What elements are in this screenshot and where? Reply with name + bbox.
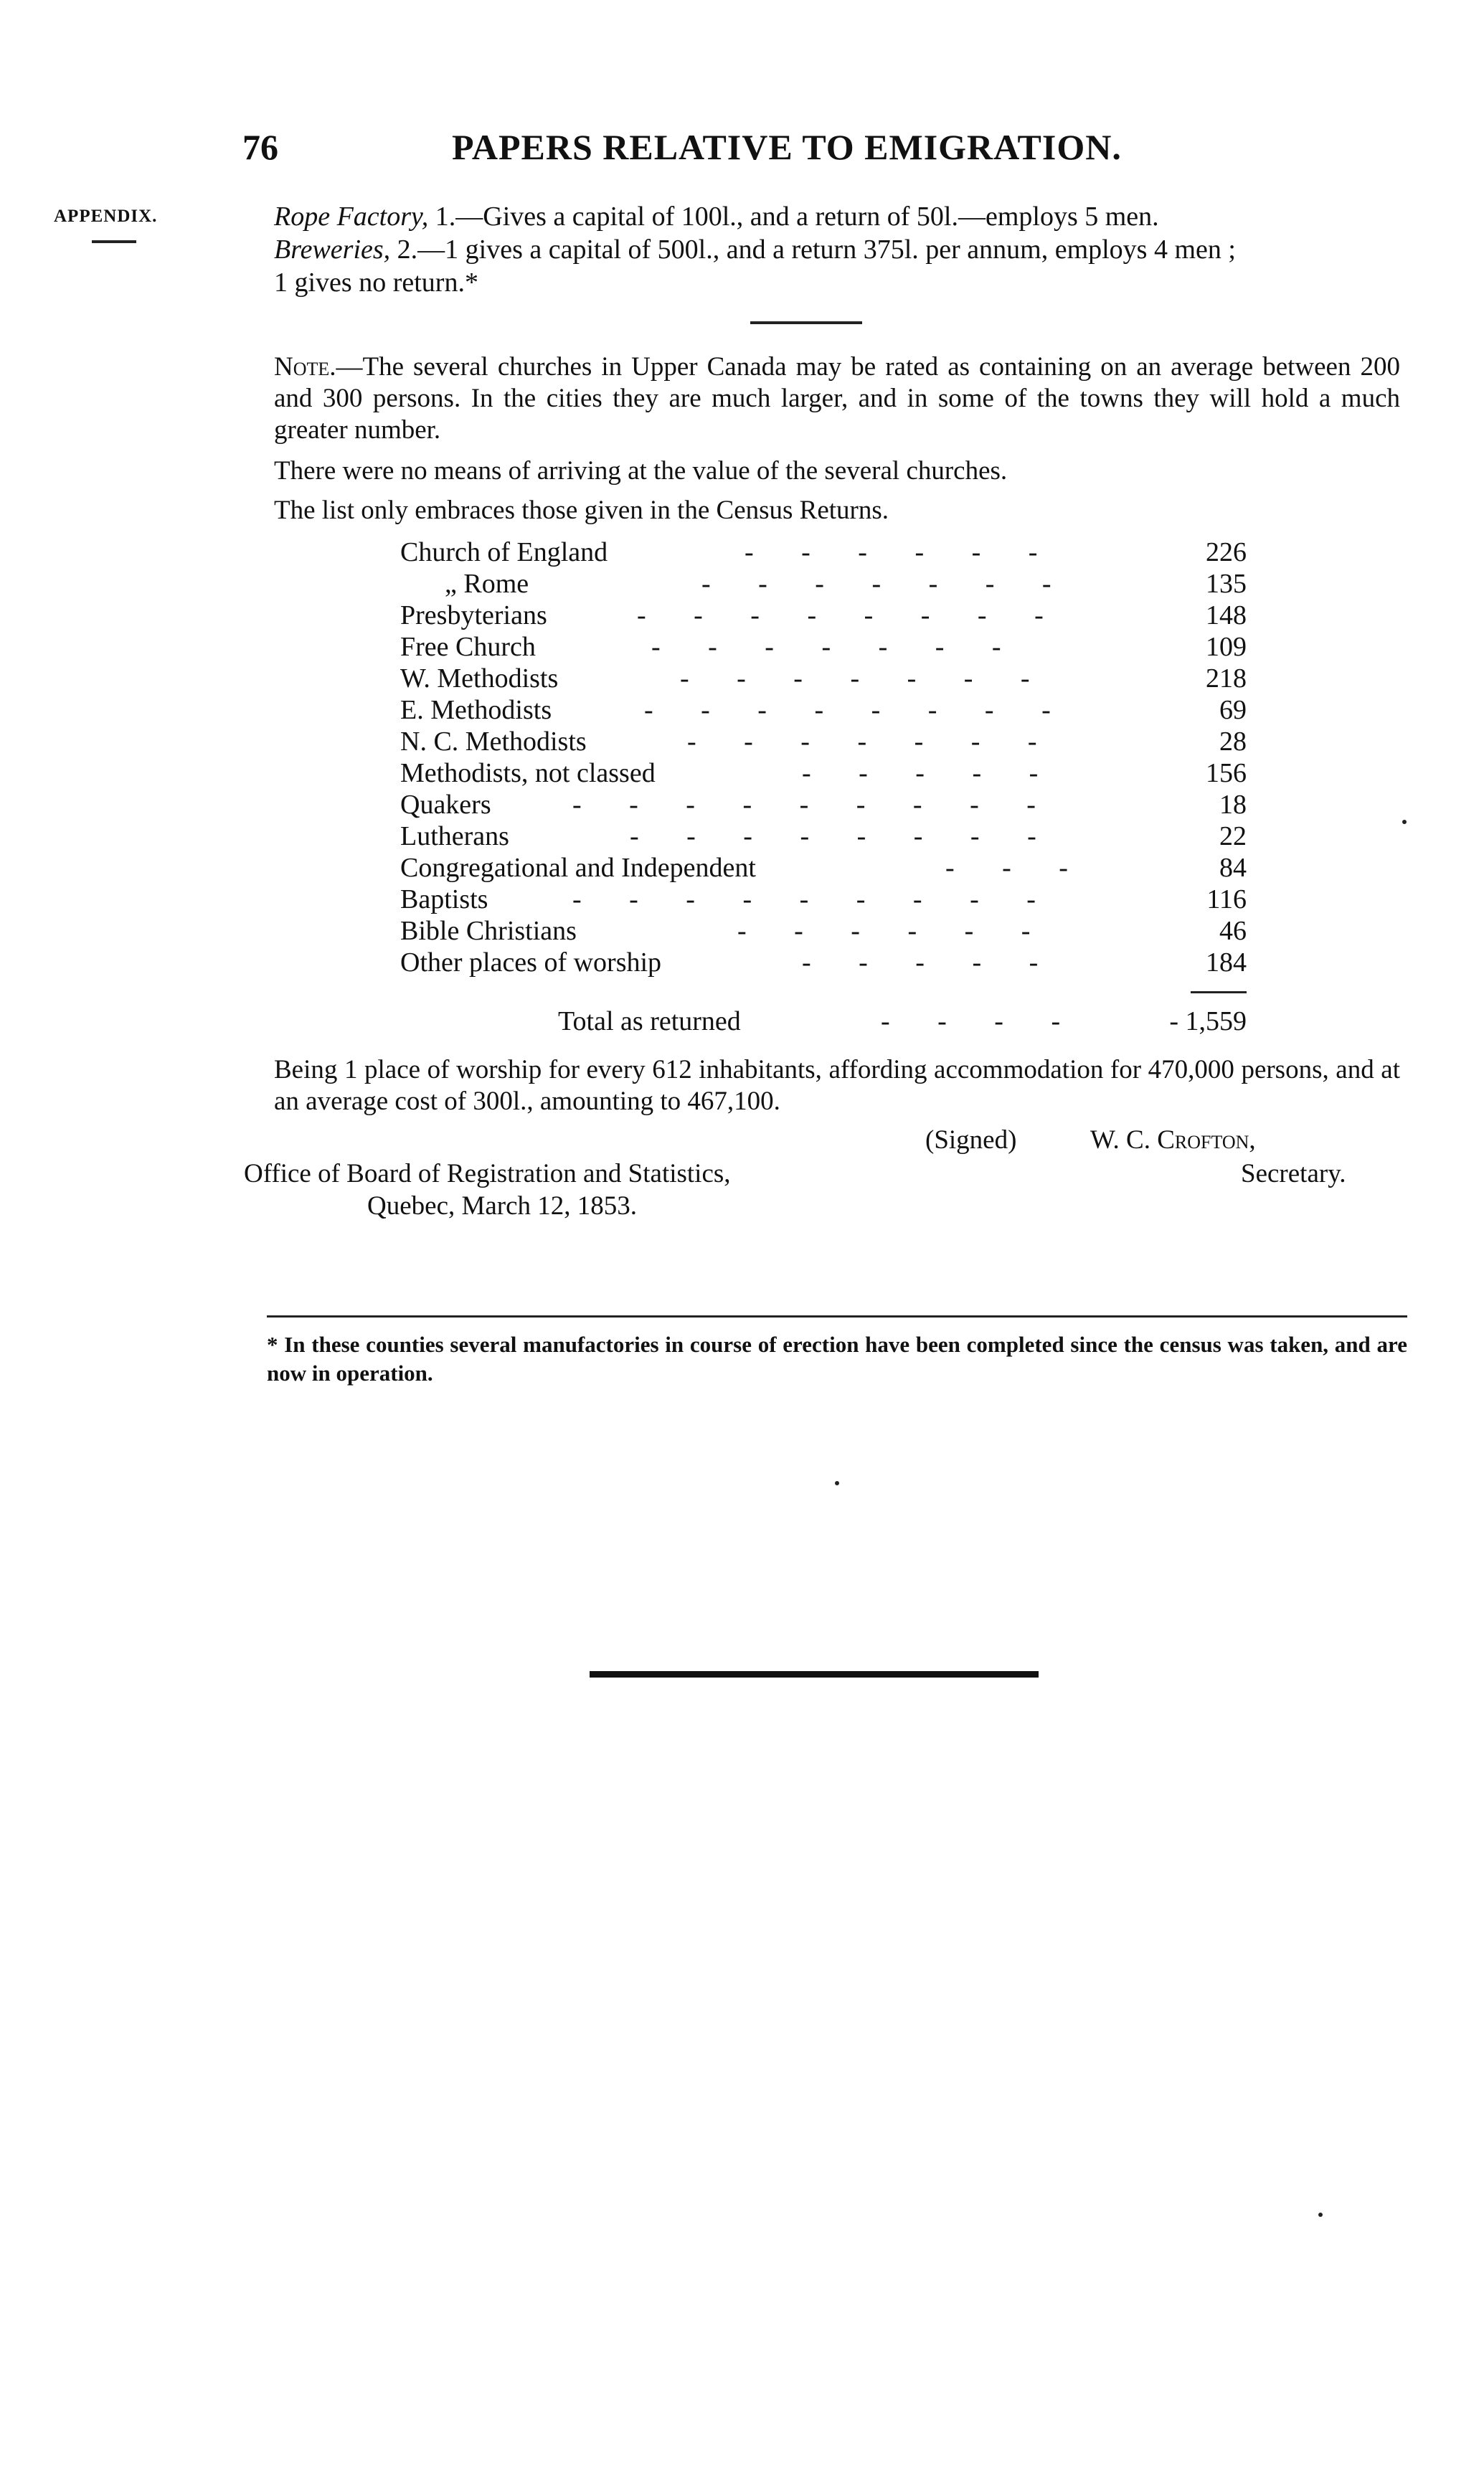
table-row [400, 757, 1247, 789]
breweries-lead: Breweries, [274, 235, 391, 265]
church-count: 109 [1206, 632, 1247, 662]
dateline: Quebec, March 12, 1853. [367, 1191, 638, 1221]
church-name: N. C. Methodists [400, 727, 587, 757]
table-row [400, 663, 1247, 694]
table-row [400, 568, 1247, 600]
church-count: 148 [1206, 600, 1247, 630]
note-text: —The several churches in Upper Canada may be rated as containing on an average between 200 and 300 persons. In the cities they are much larger, and in some of the towns they will hold a much greater number. [274, 352, 1400, 445]
church-count: 116 [1206, 884, 1247, 914]
table-row [400, 820, 1247, 852]
church-count: 84 [1219, 853, 1247, 883]
page-number: 76 [242, 127, 278, 167]
church-count: 46 [1219, 916, 1247, 946]
table-row [400, 852, 1247, 884]
section-divider [750, 321, 862, 324]
margin-rule [92, 240, 136, 243]
table-row [400, 536, 1247, 568]
church-count: 226 [1206, 537, 1247, 567]
stray-mark [835, 1481, 839, 1485]
church-count: 184 [1206, 947, 1247, 978]
leader-dots: - - - - - - [745, 537, 1038, 567]
church-name: Other places of worship [400, 947, 662, 978]
breweries-entry [274, 234, 1393, 265]
table-row [400, 694, 1247, 726]
church-count: 135 [1206, 569, 1247, 599]
church-name: W. Methodists [400, 663, 559, 694]
signer-name-text: W. C. Crofton, [1090, 1125, 1256, 1155]
leader-dots: - - - - - - - [701, 569, 1051, 599]
leader-dots: - - - - - [802, 758, 1039, 788]
signer-name [1090, 1125, 1256, 1155]
note-paragraph [274, 351, 1400, 446]
leader-dots: - - - - [881, 1006, 1061, 1036]
footnote-rule [267, 1315, 1407, 1318]
churches-table [400, 536, 1247, 978]
church-name: Methodists, not classed [400, 758, 656, 788]
leader-dots: - - - - - - - - [637, 600, 1044, 630]
church-name: Bible Christians [400, 916, 577, 946]
office-line: Office of Board of Registration and Statistics, [244, 1159, 731, 1188]
church-count: 218 [1206, 663, 1247, 694]
breweries-continuation: 1 gives no return.* [274, 268, 478, 298]
church-name: Lutherans [400, 821, 509, 851]
end-rule [590, 1671, 1039, 1678]
means-sentence: There were no means of arriving at the value of the several churches. [274, 456, 1008, 486]
church-name: Church of England [400, 537, 608, 567]
church-name: Congregational and Independent [400, 853, 756, 883]
church-name: Free Church [400, 632, 536, 662]
stray-mark [1402, 820, 1407, 824]
breweries-text: 2.—1 gives a capital of 500l., and a return 375l. per annum, employs 4 men ; [390, 235, 1236, 265]
table-row [400, 789, 1247, 820]
rope-factory-lead: Rope Factory, [274, 202, 429, 232]
table-row [400, 915, 1247, 947]
leader-dots: - - - - - - - - - [572, 884, 1036, 914]
total-label: Total as returned [558, 1006, 741, 1036]
church-count: 18 [1219, 790, 1247, 820]
church-name: „ Rome [445, 569, 529, 599]
signer-title: Secretary. [1241, 1159, 1346, 1188]
footnote: * In these counties several manufactories in course of erection have been completed since the census was taken, and are now in operation. [267, 1332, 1407, 1386]
total-value: - 1,559 [1169, 1006, 1247, 1036]
table-row [400, 600, 1247, 631]
leader-dots: - - - - - - [737, 916, 1031, 946]
leader-dots: - - - - - - - - - [572, 790, 1036, 820]
church-name: Baptists [400, 884, 488, 914]
table-row [400, 884, 1247, 915]
margin-label: APPENDIX. [54, 207, 158, 226]
church-count: 22 [1219, 821, 1247, 851]
rope-factory-text: 1.—Gives a capital of 100l., and a return of 50l.—employs 5 men. [428, 202, 1159, 232]
total-rule [1191, 991, 1247, 993]
summary-paragraph: Being 1 place of worship for every 612 inhabitants, affording accommodation for 470,000 persons, and at an average cost of 300l., amounting to 467,100. [274, 1055, 1400, 1116]
total-row [400, 1006, 1247, 1037]
leader-dots: - - - - - - - - [644, 695, 1051, 725]
leader-dots: - - - [945, 853, 1068, 883]
rope-factory-entry [274, 201, 1393, 232]
signed-label: (Signed) [925, 1125, 1017, 1155]
table-row [400, 631, 1247, 663]
church-name: Presbyterians [400, 600, 547, 630]
table-row [400, 947, 1247, 978]
note-label: Note. [274, 352, 336, 382]
leader-dots: - - - - - [802, 947, 1039, 978]
table-row [400, 726, 1247, 757]
leader-dots: - - - - - - - - [630, 821, 1036, 851]
page-title: PAPERS RELATIVE TO EMIGRATION. [452, 127, 1122, 167]
leader-dots: - - - - - - - [680, 663, 1030, 694]
church-name: Quakers [400, 790, 491, 820]
list-intro: The list only embraces those given in the Census Returns. [274, 496, 889, 525]
church-count: 156 [1206, 758, 1247, 788]
stray-mark [1318, 2213, 1323, 2217]
church-name: E. Methodists [400, 695, 552, 725]
leader-dots: - - - - - - - [687, 727, 1037, 757]
church-count: 28 [1219, 727, 1247, 757]
leader-dots: - - - - - - - [651, 632, 1001, 662]
church-count: 69 [1219, 695, 1247, 725]
